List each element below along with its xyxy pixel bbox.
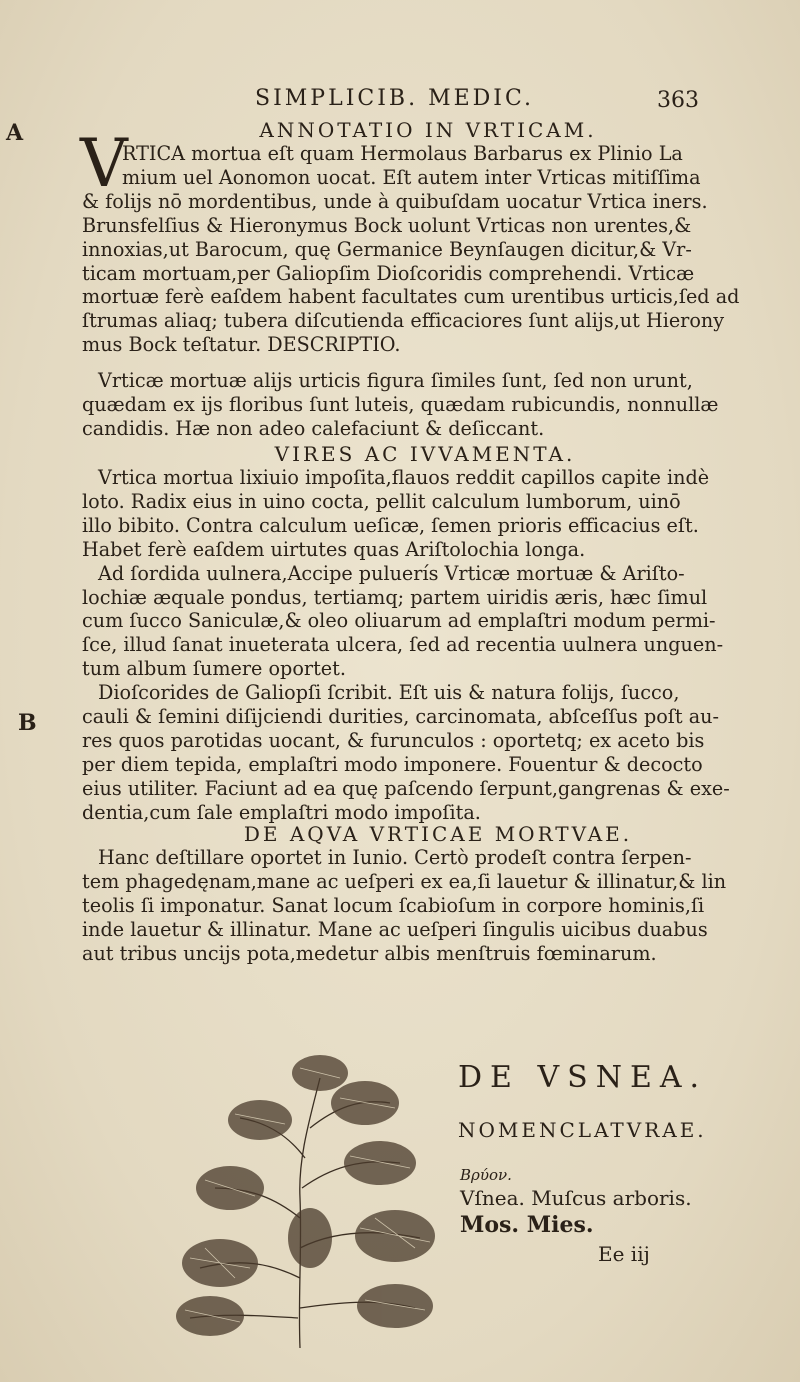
- annotatio-heading: ANNOTATIO IN VRTICAM.: [259, 118, 597, 142]
- vires-body: [82, 466, 730, 825]
- text-line: ſtrumas aliaq; tubera diſcutienda efficaciores ſunt alijs,ut Hierony: [82, 309, 725, 333]
- usnea-woodcut-illustration: [160, 1048, 445, 1348]
- running-title: SIMPLICIB. MEDIC.: [255, 86, 535, 111]
- text-line: mortuæ ferè eaſdem habent facultates cum urentibus urticis,ſed ad: [82, 285, 740, 309]
- descriptio-body: [82, 369, 722, 441]
- text-line: per diem tepida, emplaſtri modo imponere. Fouentur & decocto: [82, 752, 703, 776]
- text-line: Dioſcorides de Galiopſi ſcribit. Eſt uis & natura folijs, ſucco,: [98, 681, 680, 705]
- text-line: aut tribus uncijs pota,medetur albis menſtruis fœminarum.: [82, 941, 657, 965]
- text-line: candidis. Hæ non adeo calefaciunt & deſiccant.: [82, 416, 545, 440]
- text-line: innoxias,ut Barocum, quę Germanice Beynſaugen dicitur,& Vr-: [82, 237, 692, 261]
- annotatio-body: [82, 142, 740, 357]
- text-line: & folijs nō mordentibus, unde à quibuſdam uocatur Vrtica iners.: [82, 189, 708, 213]
- text-line: quædam ex ijs floribus ſunt luteis, quædam rubicundis, nonnullæ: [82, 392, 719, 416]
- text-line: inde lauetur & illinatur. Mane ac ueſperi ſingulis uicibus duabus: [82, 917, 708, 941]
- text-line: res quos parotidas uocant, & furunculos : oportetq; ex aceto bis: [82, 728, 705, 752]
- text-line: mium uel Aonomon uocat. Eſt autem inter Vrticas mitiſſima: [122, 165, 701, 189]
- text-line: RTICA mortua eſt quam Hermolaus Barbarus ex Plinio La: [122, 142, 683, 165]
- vires-heading: VIRES AC IVVAMENTA.: [274, 442, 576, 466]
- latin-names: Vſnea. Muſcus arboris.: [460, 1186, 692, 1210]
- aqua-heading: DE AQVA VRTICAE MORTVAE.: [243, 822, 633, 846]
- text-line: tem phagedęnam,mane ac ueſperi ex ea,ſi lauetur & illinatur,& lin: [82, 869, 727, 893]
- text-line: lochiæ æquale pondus, tertiamq; partem uiridis æris, hæc ſimul: [82, 585, 708, 609]
- text-line: eius utiliter. Faciunt ad ea quę paſcendo ſerpunt,gangrenas & exe-: [82, 776, 730, 800]
- text-line: cum ſucco Saniculæ,& oleo oliuarum ad emplaſtri modum permi-: [82, 609, 716, 633]
- margin-mark-b: B: [18, 710, 37, 736]
- text-line: loto. Radix eius in uino cocta, pellit calculum lumborum, uinō: [82, 489, 681, 513]
- drop-cap: V: [80, 125, 128, 202]
- text-line: mus Bock teſtatur. DESCRIPTIO.: [82, 333, 401, 357]
- nomenclature-heading: NOMENCLATVRAE.: [458, 1118, 707, 1142]
- german-names: Mos. Mies.: [460, 1212, 594, 1238]
- text-line: ticam mortuam,per Galiopſim Dioſcoridis comprehendi. Vrticæ: [82, 261, 695, 285]
- text-line: Hanc deſtillare oportet in Iunio. Certò prodeſt contra ſerpen-: [98, 846, 692, 869]
- usnea-title: DE VSNEA.: [458, 1060, 708, 1095]
- text-line: Brunsfelſius & Hieronymus Bock uolunt Vrticas non urentes,&: [82, 213, 692, 237]
- text-line: cauli & ſemini diſijciendi durities, carcinomata, abſceſſus poſt au-: [82, 705, 719, 729]
- text-line: dentia,cum ſale emplaſtri modo impoſita.: [82, 800, 481, 824]
- aqua-body: [82, 846, 727, 966]
- text-line: illo bibito. Contra calculum ueſicæ, ſemen prioris efficacius eſt.: [82, 513, 699, 537]
- greek-name: Βρύον.: [460, 1166, 512, 1184]
- text-line: tum album ſumere oportet.: [82, 657, 346, 681]
- running-header: [255, 86, 699, 113]
- text-line: Vrtica mortua lixiuio impoſita,flauos reddit capillos capite indè: [98, 466, 710, 489]
- text-line: Ad ſordida uulnera,Accipe puluerís Vrticæ mortuæ & Ariſto-: [98, 561, 685, 585]
- text-line: ſce, illud ſanat inueterata ulcera, ſed ad recentia uulnera unguen-: [82, 633, 724, 657]
- page-number: 363: [657, 88, 699, 113]
- margin-mark-a: A: [6, 120, 24, 146]
- signature-mark: Ee iij: [598, 1242, 650, 1266]
- text-line: Vrticæ mortuæ alijs urticis figura ſimiles ſunt, ſed non urunt,: [98, 369, 693, 392]
- text-line: Habet ferè eaſdem uirtutes quas Ariſtolochia longa.: [82, 537, 586, 561]
- text-line: teolis ſi imponatur. Sanat locum ſcabioſum in corpore hominis,ſi: [82, 893, 705, 917]
